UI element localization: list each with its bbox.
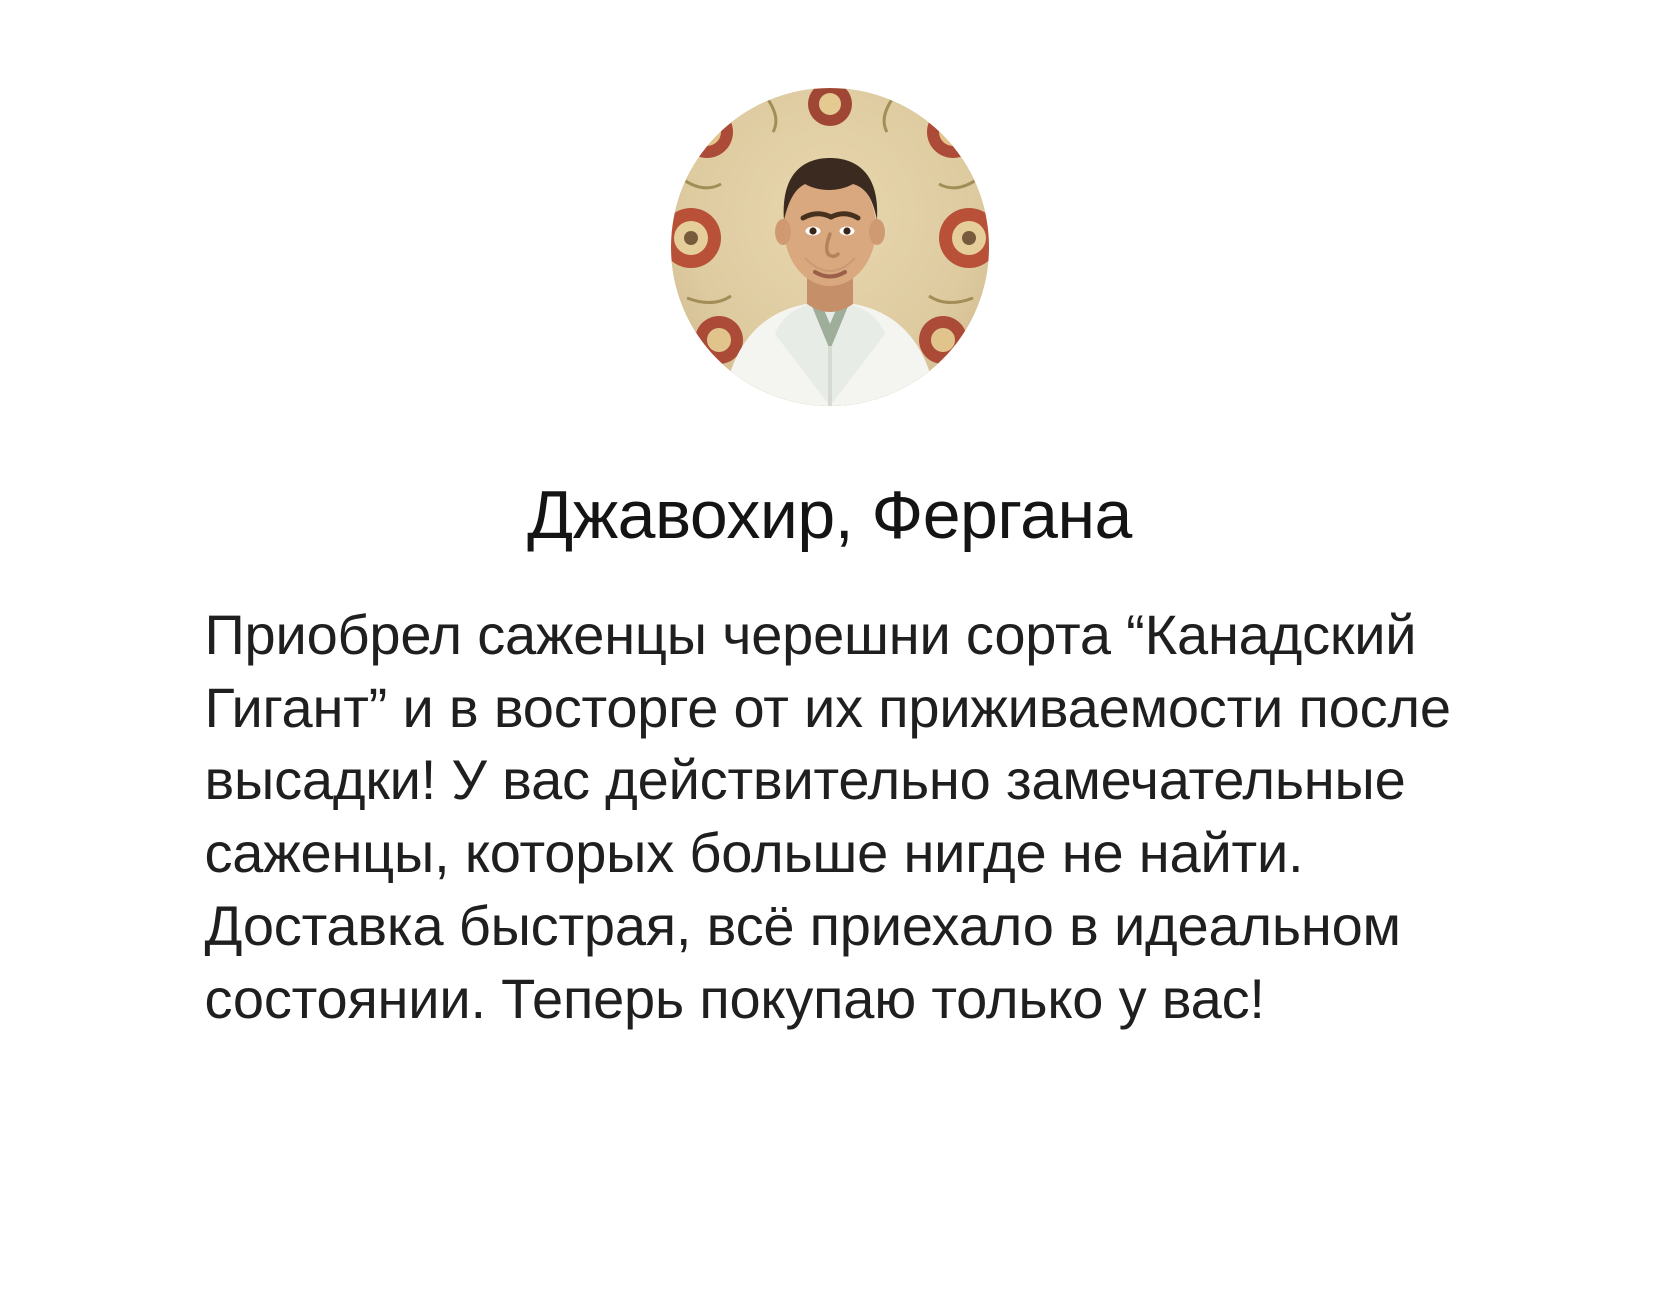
testimonial-text: Приобрел саженцы черешни сорта “Канадский Гигант” и в восторге от их приживаемости после высадки! У вас действительно замечательные саженцы, которых больше нигде не найти. Доставка быстрая, всё приехало в идеальном состоянии. Теперь покупаю только у вас!	[204, 602, 1451, 1030]
avatar-photo	[671, 88, 989, 406]
author-name: Джавохир, Фергана	[527, 477, 1132, 553]
avatar	[671, 88, 989, 406]
